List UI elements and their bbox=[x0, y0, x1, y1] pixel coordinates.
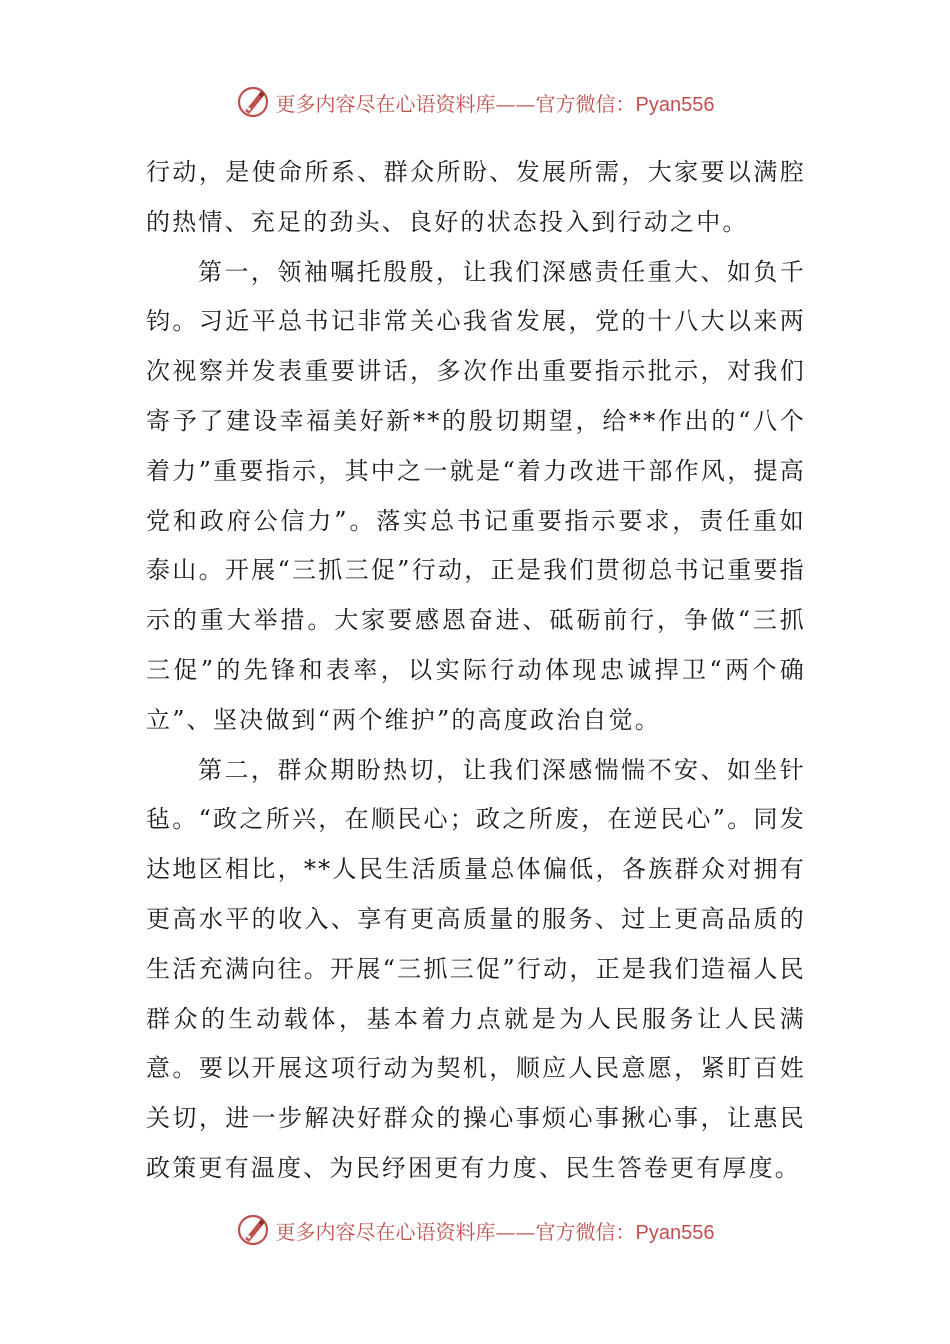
banner-wechat-id: Pyan556 bbox=[635, 1221, 715, 1244]
banner-wechat-id: Pyan556 bbox=[635, 93, 715, 116]
header-banner bbox=[0, 82, 950, 122]
paragraph-1: 行动，是使命所系、群众所盼、发展所需，大家要以满腔的热情、充足的劲头、良好的状态投入到行动之中。 bbox=[146, 158, 806, 236]
pen-nib-logo-icon bbox=[236, 1213, 270, 1247]
pen-nib-logo-icon bbox=[236, 85, 270, 119]
footer-banner bbox=[0, 1210, 950, 1250]
document-body bbox=[146, 148, 806, 1194]
banner-separator: —— bbox=[495, 1219, 536, 1244]
paragraph-2: 第一，领袖嘱托殷殷，让我们深感责任重大、如负千钧。习近平总书记非常关心我省发展，党的十八大以来两次视察并发表重要讲话，多次作出重要指示批示，对我们寄予了建设幸福美好新**的殷切期望，给**作出的“八个着力”重要指示，其中之一就是“着力改进干部作风，提高党和政府公信力”。落实总书记重要指示要求，责任重如泰山。开展“三抓三促”行动，正是我们贯彻总书记重要指示的重大举措。大家要感恩奋进、砥砺前行，争做“三抓三促”的先锋和表率，以实际行动体现忠诚捍卫“两个确立”、坚决做到“两个维护”的高度政治自觉。 bbox=[146, 257, 806, 734]
banner-brand: 更多内容尽在心语资料库 bbox=[275, 1219, 496, 1244]
banner-text bbox=[276, 1216, 715, 1245]
banner-separator: —— bbox=[495, 91, 536, 116]
banner-wechat-label: 官方微信： bbox=[535, 1219, 636, 1244]
paragraph-3: 第二，群众期盼热切，让我们深感惴惴不安、如坐针毡。“政之所兴，在顺民心；政之所废，在逆民心”。同发达地区相比，**人民生活质量总体偏低，各族群众对拥有更高水平的收入、享有更高质量的服务、过上更高品质的生活充满向往。开展“三抓三促”行动，正是我们造福人民群众的生动载体，基本着力点就是为人民服务让人民满意。要以开展这项行动为契机，顺应人民意愿，紧盯百姓关切，进一步解决好群众的操心事烦心事揪心事，让惠民政策更有温度、为民纾困更有力度、民生答卷更有厚度。 bbox=[146, 755, 806, 1182]
banner-text bbox=[276, 88, 715, 117]
banner-wechat-label: 官方微信： bbox=[535, 91, 636, 116]
banner-brand: 更多内容尽在心语资料库 bbox=[275, 91, 496, 116]
